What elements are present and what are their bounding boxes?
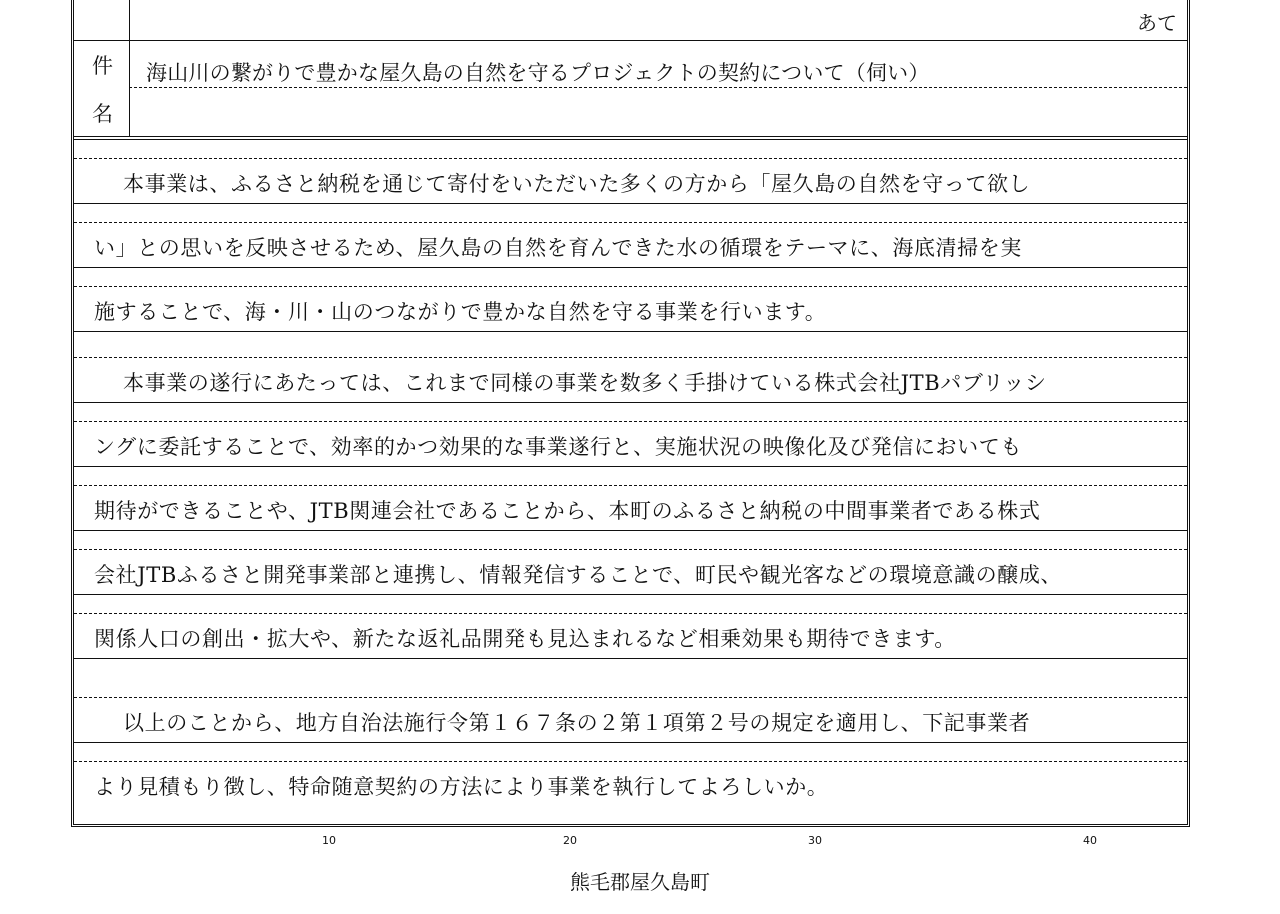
header-column-divider: [129, 0, 130, 136]
body-line-text: 会社JTBふるさと開発事業部と連携し、情報発信することで、町民や観光客などの環境意識の醸成、: [94, 563, 1063, 587]
subject-label-ken: 件: [92, 54, 113, 78]
body-line: [74, 531, 1187, 595]
body-line-text: 以上のことから、地方自治法施行令第１６７条の２第１項第２号の規定を適用し、下記事業者: [123, 711, 1031, 735]
body-line-text: 本事業の遂行にあたっては、これまで同様の事業を数多く手掛けている株式会社JTBパブリッシ: [123, 371, 1047, 395]
header-block: [74, 0, 1187, 140]
addressee-label: あて: [1137, 11, 1177, 35]
body-line: [74, 679, 1187, 743]
document-sheet: [71, 0, 1190, 827]
body-line: [74, 403, 1187, 467]
body-line-text: 施することで、海・川・山のつながりで豊かな自然を守る事業を行います。: [94, 300, 827, 324]
subject-label-mei: 名: [92, 102, 113, 126]
body-line-text: ングに委託することで、効率的かつ効果的な事業遂行と、実施状況の映像化及び発信においても: [94, 435, 1022, 459]
body-line-text: 本事業は、ふるさと納税を通じて寄付をいただいた多くの方から「屋久島の自然を守って欲し: [123, 172, 1031, 196]
column-ruler-40: 40: [1083, 834, 1097, 847]
body-line: [74, 743, 1187, 807]
column-ruler-20: 20: [563, 834, 577, 847]
footer-organization: 熊毛郡屋久島町: [570, 870, 710, 894]
body-line-text: 関係人口の創出・拡大や、新たな返礼品開発も見込まれるなど相乗効果も期待できます。: [94, 627, 956, 651]
body-line-text: 期待ができることや、JTB関連会社であることから、本町のふるさと納税の中間事業者である株式: [94, 499, 1041, 523]
body-line: [74, 204, 1187, 268]
subject-title: 海山川の繋がりで豊かな屋久島の自然を守るプロジェクトの契約について（伺い）: [146, 61, 930, 85]
body-line: [74, 268, 1187, 332]
column-ruler-30: 30: [808, 834, 822, 847]
body-line: [74, 595, 1187, 659]
header-dashed-rule: [129, 87, 1187, 88]
header-row-divider: [74, 40, 1187, 41]
body-line: [74, 467, 1187, 531]
body-line: [74, 339, 1187, 403]
body-line: [74, 140, 1187, 204]
body-line-text: より見積もり徴し、特命随意契約の方法により事業を執行してよろしいか。: [94, 775, 829, 799]
body-line-text: い」との思いを反映させるため、屋久島の自然を育んできた水の循環をテーマに、海底清掃を実: [94, 236, 1022, 260]
column-ruler-10: 10: [322, 834, 336, 847]
